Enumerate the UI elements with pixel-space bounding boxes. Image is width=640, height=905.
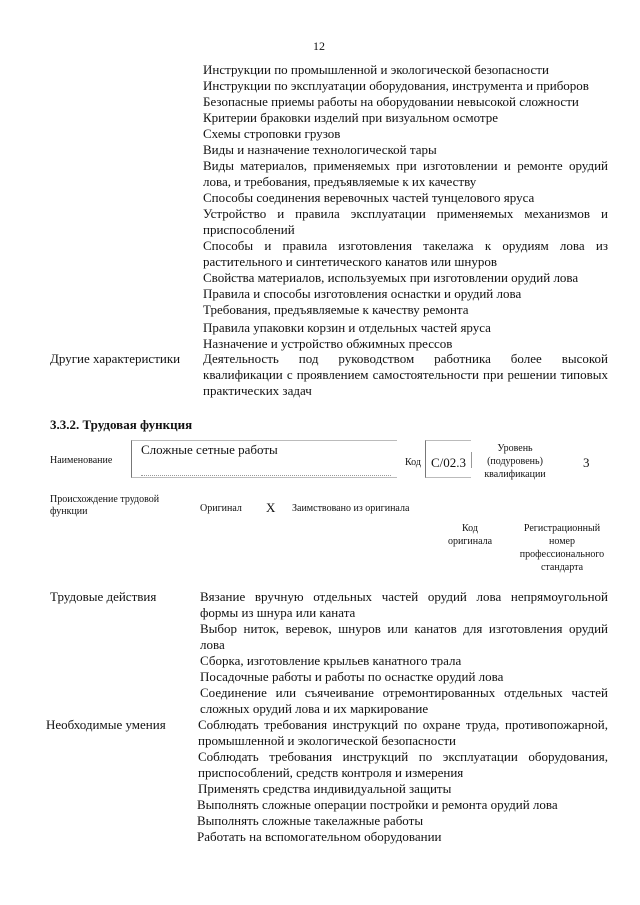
- other-characteristics-text: Деятельность под руководством работника более высокой: [203, 351, 608, 366]
- skills-label: Необходимые умения: [46, 717, 166, 732]
- list-item: Требования, предъявляемые к качеству ремонта: [203, 302, 469, 317]
- skill-item: приспособлений, средств контроля и измерения: [198, 765, 464, 780]
- labor-action-item: формы из шнура или каната: [200, 605, 356, 620]
- list-item: Виды материалов, применяемых при изготовлении и ремонте орудий: [203, 158, 608, 173]
- other-characteristics-text: квалификации с проявлением самостоятельности при решении типовых: [203, 367, 608, 382]
- list-item: Назначение и устройство обжимных прессов: [203, 336, 453, 351]
- original-code-label: Код: [462, 523, 478, 534]
- registration-label: Регистрационный: [523, 523, 601, 534]
- skill-item: Выполнять сложные такелажные работы: [197, 813, 424, 828]
- skill-item: Выполнять сложные операции постройки и ремонта орудий лова: [197, 797, 558, 812]
- level-label: (подуровень): [487, 456, 543, 467]
- registration-label: стандарта: [540, 562, 584, 573]
- registration-label: профессионального: [519, 549, 605, 560]
- list-item: лова, и требования, предъявляемые к их качеству: [203, 174, 477, 189]
- labor-action-item: Посадочные работы и работы по оснастке орудий лова: [200, 669, 504, 684]
- divider: [141, 475, 391, 476]
- labor-action-item: Сборка, изготовление крыльев канатного трала: [200, 653, 462, 668]
- list-item: Инструкции по промышленной и экологической безопасности: [203, 62, 549, 77]
- level-label: Уровень: [497, 443, 533, 454]
- list-item: Критерии браковки изделий при визуальном осмотре: [203, 110, 499, 125]
- divider: [471, 452, 472, 468]
- labor-action-item: Вязание вручную отдельных частей орудий лова непрямоугольной: [200, 589, 608, 604]
- labor-action-item: лова: [200, 637, 225, 652]
- labor-action-item: Выбор ниток, веревок, шнуров или канатов для изготовления орудий: [200, 621, 608, 636]
- list-item: приспособлений: [203, 222, 295, 237]
- original-label: Оригинал: [200, 503, 242, 514]
- list-item: Способы и правила изготовления такелажа к орудиям лова из: [203, 238, 608, 253]
- skill-item: Соблюдать требования инструкций по охране труда, противопожарной,: [198, 717, 608, 732]
- page-number: 12: [313, 39, 325, 53]
- name-value: Сложные сетные работы: [141, 442, 278, 457]
- skill-item: Применять средства индивидуальной защиты: [198, 781, 452, 796]
- list-item: Инструкции по эксплуатации оборудования, инструмента и приборов: [203, 78, 589, 93]
- section-title: 3.3.2. Трудовая функция: [50, 417, 193, 432]
- code-value: C/02.3: [431, 455, 467, 470]
- labor-actions-label: Трудовые действия: [50, 589, 157, 604]
- labor-action-item: сложных орудий лова и их маркирование: [200, 701, 429, 716]
- list-item: Схемы строповки грузов: [203, 126, 341, 141]
- borrowed-label: Заимствовано из оригинала: [292, 503, 410, 514]
- list-item: Правила и способы изготовления оснастки и орудий лова: [203, 286, 522, 301]
- origin-label: Происхождение трудовой: [50, 494, 160, 505]
- list-item: Правила упаковки корзин и отдельных частей яруса: [203, 320, 491, 335]
- registration-label: номер: [549, 536, 575, 547]
- list-item: Свойства материалов, используемых при изготовлении орудий лова: [203, 270, 579, 285]
- origin-label: функции: [50, 506, 88, 517]
- skill-item: промышленной и экологической безопасности: [198, 733, 456, 748]
- labor-action-item: Соединение или съячеивание отремонтированных отдельных частей: [200, 685, 608, 700]
- level-value: 3: [583, 455, 590, 470]
- list-item: Способы соединения веревочных частей тунцелового яруса: [203, 190, 535, 205]
- original-code-label: оригинала: [447, 536, 493, 547]
- skill-item: Соблюдать требования инструкций по эксплуатации оборудования,: [198, 749, 608, 764]
- skill-item: Работать на вспомогательном оборудовании: [197, 829, 442, 844]
- code-label: Код: [405, 457, 421, 468]
- list-item: Безопасные приемы работы на оборудовании невысокой сложности: [203, 94, 579, 109]
- name-label: Наименование: [50, 455, 113, 466]
- original-mark: X: [266, 500, 276, 515]
- list-item: Виды и назначение технологической тары: [203, 142, 437, 157]
- other-characteristics-label: Другие характеристики: [50, 351, 181, 366]
- level-label: квалификации: [484, 469, 546, 480]
- other-characteristics-text: практических задач: [203, 383, 312, 398]
- list-item: растительного и синтетического канатов или шнуров: [203, 254, 497, 269]
- list-item: Устройство и правила эксплуатации применяемых механизмов и: [203, 206, 608, 221]
